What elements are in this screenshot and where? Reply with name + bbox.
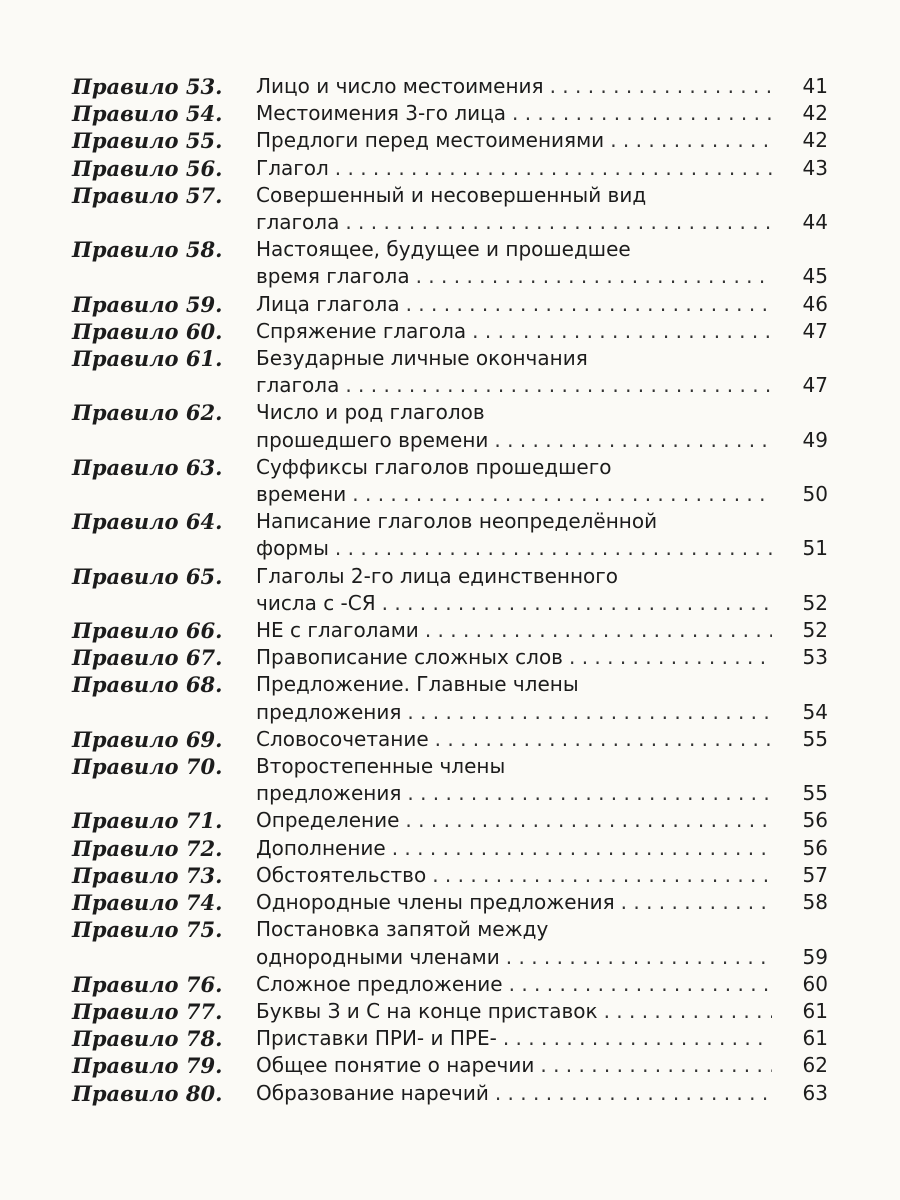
page-number: 49 bbox=[802, 427, 828, 452]
entry-title-text: Второстепенные члены bbox=[256, 754, 506, 779]
entry-title-line bbox=[256, 889, 780, 916]
dot-leader bbox=[407, 780, 772, 807]
entry-title-line bbox=[256, 1080, 780, 1107]
dot-leader bbox=[407, 699, 772, 726]
rule-number: Правило 71. bbox=[72, 808, 223, 834]
entry-title bbox=[256, 862, 780, 889]
entry-title bbox=[256, 644, 780, 671]
entry-title-text: времени bbox=[256, 482, 347, 507]
entry-title-text: Написание глаголов неопределённой bbox=[256, 509, 658, 534]
dot-leader bbox=[345, 372, 772, 399]
entry-title-line bbox=[256, 345, 780, 372]
rule-number: Правило 75. bbox=[72, 917, 223, 943]
entry-title-text: Местоимения 3-го лица bbox=[256, 101, 506, 126]
dot-leader bbox=[432, 862, 772, 889]
entry-title bbox=[256, 318, 780, 345]
dot-leader bbox=[416, 263, 772, 290]
entry-title-text: формы bbox=[256, 536, 329, 561]
rule-number: Правило 63. bbox=[72, 454, 223, 480]
toc-entry bbox=[72, 862, 830, 889]
dot-leader bbox=[604, 998, 772, 1025]
entry-title-line bbox=[256, 182, 780, 209]
entry-title-text: Настоящее, будущее и прошедшее bbox=[256, 237, 631, 262]
toc-entry bbox=[72, 155, 830, 182]
entry-title-line bbox=[256, 726, 780, 753]
toc-entry bbox=[72, 835, 830, 862]
dot-leader bbox=[405, 807, 772, 834]
toc-entry bbox=[72, 1052, 830, 1079]
entry-title-line bbox=[256, 1025, 780, 1052]
dot-leader bbox=[550, 73, 772, 100]
toc-entry bbox=[72, 100, 830, 127]
entry-title bbox=[256, 345, 780, 399]
entry-title-line bbox=[256, 916, 780, 943]
dot-leader bbox=[435, 726, 772, 753]
entry-title bbox=[256, 835, 780, 862]
page-number: 52 bbox=[802, 618, 828, 643]
page-number: 62 bbox=[802, 1053, 828, 1078]
dot-leader bbox=[425, 617, 772, 644]
entry-title-line bbox=[256, 291, 780, 318]
entry-title-text: числа с -СЯ bbox=[256, 590, 376, 615]
entry-title bbox=[256, 671, 780, 725]
entry-title-text: Суффиксы глаголов прошедшего bbox=[256, 454, 612, 479]
rule-number: Правило 65. bbox=[72, 563, 223, 589]
entry-title bbox=[256, 1052, 780, 1079]
entry-title bbox=[256, 971, 780, 998]
rule-number: Правило 78. bbox=[72, 1026, 223, 1052]
toc-entry bbox=[72, 127, 830, 154]
entry-title bbox=[256, 1080, 780, 1107]
page-number: 56 bbox=[802, 808, 828, 833]
entry-title-line bbox=[256, 236, 780, 263]
entry-title bbox=[256, 100, 780, 127]
toc-entry bbox=[72, 73, 830, 100]
entry-title-text: время глагола bbox=[256, 264, 410, 289]
dot-leader bbox=[335, 155, 772, 182]
dot-leader bbox=[472, 318, 772, 345]
dot-leader bbox=[392, 835, 772, 862]
toc-entry bbox=[72, 753, 830, 807]
entry-title-line bbox=[256, 699, 780, 726]
entry-title-line bbox=[256, 590, 780, 617]
dot-leader bbox=[569, 644, 772, 671]
rule-number: Правило 74. bbox=[72, 890, 223, 916]
entry-title bbox=[256, 753, 780, 807]
entry-title-line bbox=[256, 807, 780, 834]
entry-title-line bbox=[256, 73, 780, 100]
entry-title-text: предложения bbox=[256, 699, 402, 724]
rule-number: Правило 68. bbox=[72, 672, 223, 698]
toc-entry bbox=[72, 1080, 830, 1107]
dot-leader bbox=[621, 889, 772, 916]
toc-entry bbox=[72, 889, 830, 916]
entry-title-text: НЕ с глаголами bbox=[256, 618, 419, 643]
page-number: 50 bbox=[802, 482, 828, 507]
page-number: 51 bbox=[802, 536, 828, 561]
entry-title-line bbox=[256, 454, 780, 481]
entry-title-text: глагола bbox=[256, 210, 340, 235]
toc-entry bbox=[72, 1025, 830, 1052]
page-number: 61 bbox=[802, 1026, 828, 1051]
entry-title-line bbox=[256, 780, 780, 807]
entry-title-line bbox=[256, 155, 780, 182]
entry-title-text: Общее понятие о наречии bbox=[256, 1053, 535, 1078]
entry-title-text: Словосочетание bbox=[256, 726, 429, 751]
dot-leader bbox=[540, 1052, 772, 1079]
entry-title-line bbox=[256, 753, 780, 780]
entry-title-text: Дополнение bbox=[256, 835, 386, 860]
entry-title-line bbox=[256, 671, 780, 698]
toc-entry bbox=[72, 508, 830, 562]
toc-entry bbox=[72, 236, 830, 290]
entry-title-text: предложения bbox=[256, 781, 402, 806]
dot-leader bbox=[503, 1025, 772, 1052]
rule-number: Правило 53. bbox=[72, 74, 223, 99]
entry-title-line bbox=[256, 508, 780, 535]
rule-number: Правило 58. bbox=[72, 237, 223, 263]
dot-leader bbox=[610, 127, 772, 154]
page-number: 46 bbox=[802, 291, 828, 316]
entry-title-text: Совершенный и несовершенный вид bbox=[256, 182, 647, 207]
page-number: 54 bbox=[802, 699, 828, 724]
rule-number: Правило 73. bbox=[72, 862, 223, 888]
entry-title-text: глагола bbox=[256, 373, 340, 398]
entry-title-line bbox=[256, 835, 780, 862]
entry-title-line bbox=[256, 427, 780, 454]
page-number: 42 bbox=[802, 101, 828, 126]
entry-title bbox=[256, 617, 780, 644]
entry-title-line bbox=[256, 263, 780, 290]
entry-title-line bbox=[256, 998, 780, 1025]
entry-title bbox=[256, 998, 780, 1025]
entry-title-line bbox=[256, 399, 780, 426]
toc-entry bbox=[72, 726, 830, 753]
entry-title bbox=[256, 73, 780, 100]
rule-number: Правило 57. bbox=[72, 182, 223, 208]
page-number: 60 bbox=[802, 971, 828, 996]
page-number: 59 bbox=[802, 944, 828, 969]
entry-title bbox=[256, 1025, 780, 1052]
dot-leader bbox=[352, 481, 772, 508]
entry-title-text: Число и род глаголов bbox=[256, 400, 485, 425]
page-number: 43 bbox=[802, 155, 828, 180]
rule-number: Правило 56. bbox=[72, 155, 223, 181]
entry-title-text: Приставки ПРИ- и ПРЕ- bbox=[256, 1026, 497, 1051]
toc-entry bbox=[72, 399, 830, 453]
entry-title bbox=[256, 563, 780, 617]
entry-title bbox=[256, 508, 780, 562]
dot-leader bbox=[512, 100, 772, 127]
entry-title-line bbox=[256, 318, 780, 345]
entry-title-line bbox=[256, 1052, 780, 1079]
toc-entry bbox=[72, 345, 830, 399]
entry-title-text: прошедшего времени bbox=[256, 427, 489, 452]
toc-entry bbox=[72, 182, 830, 236]
entry-title bbox=[256, 807, 780, 834]
entry-title-text: Предлоги перед местоимениями bbox=[256, 128, 605, 153]
toc-entry bbox=[72, 644, 830, 671]
page-number: 61 bbox=[802, 998, 828, 1023]
entry-title-line bbox=[256, 971, 780, 998]
toc-entry bbox=[72, 563, 830, 617]
entry-title-line bbox=[256, 617, 780, 644]
toc-entry bbox=[72, 671, 830, 725]
entry-title bbox=[256, 454, 780, 508]
entry-title-text: Обстоятельство bbox=[256, 862, 427, 887]
page-number: 55 bbox=[802, 726, 828, 751]
rule-number: Правило 72. bbox=[72, 835, 223, 861]
entry-title-text: Правописание сложных слов bbox=[256, 645, 563, 670]
dot-leader bbox=[495, 1080, 772, 1107]
entry-title bbox=[256, 155, 780, 182]
entry-title-line bbox=[256, 944, 780, 971]
entry-title-text: Образование наречий bbox=[256, 1080, 489, 1105]
page-number: 52 bbox=[802, 590, 828, 615]
entry-title-line bbox=[256, 862, 780, 889]
entry-title bbox=[256, 916, 780, 970]
toc-entry bbox=[72, 998, 830, 1025]
entry-title bbox=[256, 127, 780, 154]
dot-leader bbox=[406, 291, 772, 318]
toc-entry bbox=[72, 291, 830, 318]
entry-title-text: Глагол bbox=[256, 155, 329, 180]
entry-title bbox=[256, 291, 780, 318]
dot-leader bbox=[335, 535, 772, 562]
page-number: 47 bbox=[802, 373, 828, 398]
entry-title-line bbox=[256, 372, 780, 399]
entry-title-text: однородными членами bbox=[256, 944, 500, 969]
entry-title-text: Однородные члены предложения bbox=[256, 890, 615, 915]
entry-title-line bbox=[256, 209, 780, 236]
page-number: 44 bbox=[802, 210, 828, 235]
entry-title bbox=[256, 726, 780, 753]
dot-leader bbox=[509, 971, 772, 998]
page-number: 47 bbox=[802, 318, 828, 343]
rule-number: Правило 77. bbox=[72, 998, 223, 1024]
entry-title-line bbox=[256, 563, 780, 590]
page-number: 58 bbox=[802, 890, 828, 915]
entry-title-text: Лица глагола bbox=[256, 291, 400, 316]
entry-title bbox=[256, 182, 780, 236]
entry-title-line bbox=[256, 644, 780, 671]
rule-number: Правило 62. bbox=[72, 400, 223, 426]
rule-number: Правило 60. bbox=[72, 318, 223, 344]
rule-number: Правило 55. bbox=[72, 128, 223, 154]
entry-title bbox=[256, 399, 780, 453]
entry-title bbox=[256, 889, 780, 916]
rule-number: Правило 59. bbox=[72, 291, 223, 317]
toc-entry bbox=[72, 971, 830, 998]
rule-number: Правило 69. bbox=[72, 726, 223, 752]
rule-number: Правило 54. bbox=[72, 101, 223, 127]
rule-number: Правило 61. bbox=[72, 346, 223, 372]
dot-leader bbox=[494, 427, 772, 454]
dot-leader bbox=[506, 944, 772, 971]
entry-title-text: Буквы З и С на конце приставок bbox=[256, 998, 598, 1023]
entry-title-text: Сложное предложение bbox=[256, 971, 503, 996]
rule-number: Правило 76. bbox=[72, 971, 223, 997]
entry-title bbox=[256, 236, 780, 290]
toc-entry bbox=[72, 807, 830, 834]
page-number: 45 bbox=[802, 264, 828, 289]
entry-title-text: Постановка запятой между bbox=[256, 917, 549, 942]
page-number: 53 bbox=[802, 645, 828, 670]
toc-entry bbox=[72, 318, 830, 345]
dot-leader bbox=[382, 590, 772, 617]
page-number: 55 bbox=[802, 781, 828, 806]
page-number: 41 bbox=[802, 74, 828, 98]
toc-entry bbox=[72, 617, 830, 644]
entry-title-text: Глаголы 2-го лица единственного bbox=[256, 563, 619, 588]
page-number: 56 bbox=[802, 835, 828, 860]
toc-entry bbox=[72, 454, 830, 508]
entry-title-text: Безударные личные окончания bbox=[256, 346, 588, 371]
entry-title-text: Лицо и число местоимения bbox=[256, 74, 544, 98]
entry-title-text: Определение bbox=[256, 808, 400, 833]
entry-title-line bbox=[256, 535, 780, 562]
entry-title-line bbox=[256, 100, 780, 127]
rule-number: Правило 79. bbox=[72, 1053, 223, 1079]
entry-title-text: Спряжение глагола bbox=[256, 318, 467, 343]
rule-number: Правило 70. bbox=[72, 754, 223, 780]
dot-leader bbox=[345, 209, 772, 236]
page-number: 42 bbox=[802, 128, 828, 153]
toc-list bbox=[72, 73, 830, 1107]
toc-entry bbox=[72, 916, 830, 970]
rule-number: Правило 66. bbox=[72, 618, 223, 644]
entry-title-line bbox=[256, 127, 780, 154]
rule-number: Правило 67. bbox=[72, 645, 223, 671]
rule-number: Правило 64. bbox=[72, 509, 223, 535]
entry-title-line bbox=[256, 481, 780, 508]
page-number: 57 bbox=[802, 862, 828, 887]
rule-number: Правило 80. bbox=[72, 1080, 223, 1106]
entry-title-text: Предложение. Главные члены bbox=[256, 672, 579, 697]
page-number: 63 bbox=[802, 1080, 828, 1105]
